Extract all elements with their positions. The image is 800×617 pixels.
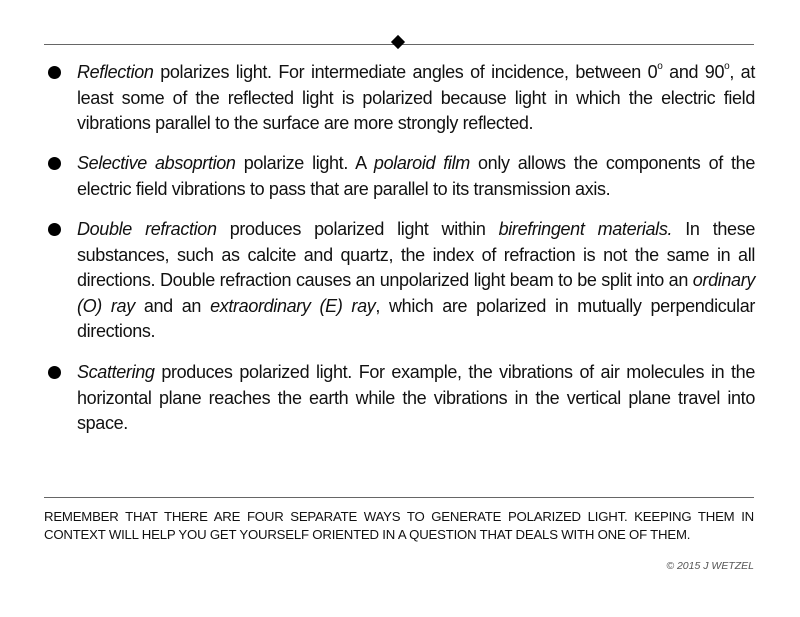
list-item-scattering xyxy=(77,360,755,437)
text: produces polarized light within xyxy=(216,219,499,239)
text: only allows the components of the electric field vibrations to pass that are parallel to its transmission axis. xyxy=(77,153,755,199)
term: Scattering xyxy=(77,362,155,382)
bullet-icon xyxy=(48,366,61,379)
list-item-selective-absorption xyxy=(77,151,755,202)
term: polaroid film xyxy=(373,153,470,173)
text: polarizes light. For intermediate angles of incidence, between 0 xyxy=(153,62,658,82)
text: and 90 xyxy=(662,62,725,82)
degree-symbol: o xyxy=(657,61,663,72)
list-item-double-refraction xyxy=(77,217,755,345)
term: Selective absoprtion xyxy=(77,153,236,173)
text: In these substances, such as calcite and quartz, the index of refraction is not the same in all directions. Double refraction causes an unpolarized light beam to be split into an xyxy=(77,219,756,290)
text: , which are polarized in mutually perpendicular directions. xyxy=(77,295,756,341)
term: ordinary (O) ray xyxy=(77,270,755,316)
text: polarize light. A xyxy=(235,153,374,173)
term: extraordinary (E) ray xyxy=(210,295,376,316)
footer-note: REMEMBER THAT THERE ARE FOUR SEPARATE WAYS TO GENERATE POLARIZED LIGHT. KEEPING THEM IN CONTEXT WILL HELP YOU GET YOURSELF ORIENTED IN A QUESTION THAT DEALS WITH ONE OF THEM. xyxy=(44,509,754,542)
degree-symbol: o xyxy=(724,61,730,72)
copyright: © 2015 J WETZEL xyxy=(666,560,754,572)
list-item-reflection xyxy=(77,60,755,137)
bottom-rule xyxy=(44,497,754,498)
text: produces polarized light. For example, the vibrations of air molecules in the horizontal plane reaches the earth while the vibrations in the vertical plane travel into space. xyxy=(77,362,755,433)
text: and an xyxy=(134,295,211,316)
term: Double refraction xyxy=(77,219,217,239)
diamond-ornament-icon xyxy=(391,35,405,49)
text: , at least some of the reflected light is polarized because light in which the electric field vibrations parallel to the surface are more strongly reflected. xyxy=(77,62,755,133)
bullet-icon xyxy=(48,157,61,170)
bullet-icon xyxy=(48,66,61,79)
bullet-icon xyxy=(48,223,61,236)
term: Reflection xyxy=(77,62,154,82)
term: birefringent materials. xyxy=(498,219,673,239)
